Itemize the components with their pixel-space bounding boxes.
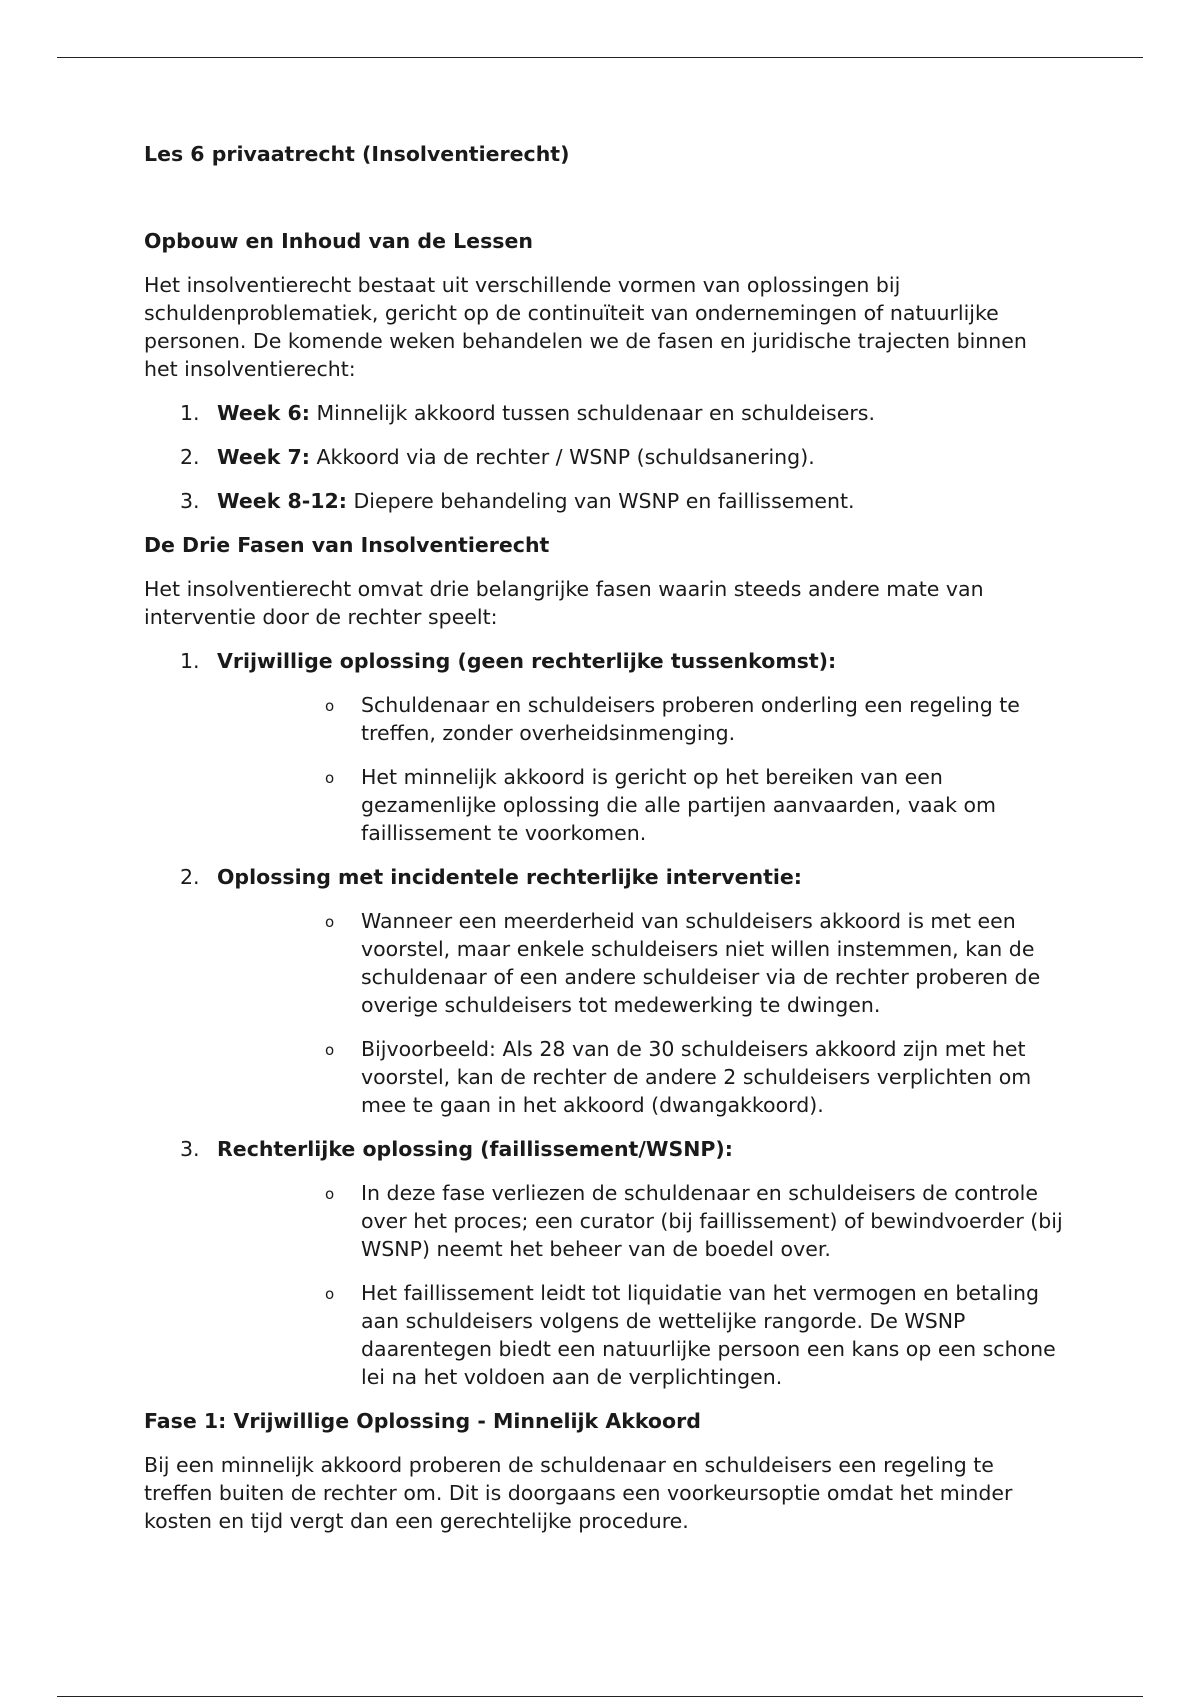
circle-bullet-icon: o — [325, 1041, 335, 1059]
sub-bullet-item — [217, 763, 1064, 847]
circle-bullet-icon: o — [325, 769, 335, 787]
sub-bullet-item — [217, 1035, 1064, 1119]
header-rule — [57, 57, 1143, 58]
phase-item — [144, 863, 1064, 1119]
section-heading-fasen: De Drie Fasen van Insolventierecht — [144, 533, 550, 557]
circle-bullet-icon: o — [325, 697, 335, 715]
phase-item — [144, 647, 1064, 847]
list-item-text: Minnelijk akkoord tussen schuldenaar en schuldeisers. — [309, 401, 875, 425]
paragraph-fase1: Bij een minnelijk akkoord proberen de schuldenaar en schuldeisers een regeling te treffen buiten de rechter om. Dit is doorgaans een voorkeursoptie omdat het minder kosten en tijd vergt dan een gerechtelijke procedure. — [144, 1453, 1013, 1533]
sub-bullet-text: Wanneer een meerderheid van schuldeisers akkoord is met een voorstel, maar enkele schuldeisers niet willen instemmen, kan de schuldenaar of een andere schuldeiser via de rechter proberen de overige schuldeisers tot medewerking te dwingen. — [361, 909, 1041, 1017]
sub-bullet-text: Schuldenaar en schuldeisers proberen onderling een regeling te treffen, zonder overheidsinmenging. — [361, 693, 1020, 745]
list-item — [144, 487, 1064, 515]
list-number: 3. — [180, 1137, 200, 1161]
list-number: 1. — [180, 649, 200, 673]
week-list — [144, 399, 1064, 515]
list-item-label: Week 6: — [217, 401, 310, 425]
sub-bullet-item — [217, 691, 1064, 747]
list-number: 2. — [180, 445, 200, 469]
sub-bullet-list — [217, 907, 1064, 1119]
circle-bullet-icon: o — [325, 1285, 335, 1303]
list-number: 1. — [180, 401, 200, 425]
list-item — [144, 443, 1064, 471]
phase-item — [144, 1135, 1064, 1391]
section-heading-fase1: Fase 1: Vrijwillige Oplossing - Minnelijk Akkoord — [144, 1409, 701, 1433]
sub-bullet-text: Het minnelijk akkoord is gericht op het bereiken van een gezamenlijke oplossing die alle partijen aanvaarden, vaak om faillissement te voorkomen. — [361, 765, 996, 845]
sub-bullet-text: Bijvoorbeeld: Als 28 van de 30 schuldeisers akkoord zijn met het voorstel, kan de rechter de andere 2 schuldeisers verplichten om mee te gaan in het akkoord (dwangakkoord). — [361, 1037, 1032, 1117]
sub-bullet-item — [217, 1279, 1064, 1391]
sub-bullet-item — [217, 1179, 1064, 1263]
paragraph-fasen: Het insolventierecht omvat drie belangrijke fasen waarin steeds andere mate van interventie door de rechter speelt: — [144, 577, 984, 629]
phase-title: Rechterlijke oplossing (faillissement/WSNP): — [217, 1137, 733, 1161]
circle-bullet-icon: o — [325, 1185, 335, 1203]
list-number: 2. — [180, 865, 200, 889]
phase-title: Oplossing met incidentele rechterlijke interventie: — [217, 865, 802, 889]
circle-bullet-icon: o — [325, 913, 335, 931]
document-body — [144, 140, 1064, 1535]
sub-bullet-list — [217, 1179, 1064, 1391]
sub-bullet-list — [217, 691, 1064, 847]
phase-title: Vrijwillige oplossing (geen rechterlijke tussenkomst): — [217, 649, 837, 673]
list-item-label: Week 8-12: — [217, 489, 347, 513]
sub-bullet-text: Het faillissement leidt tot liquidatie van het vermogen en betaling aan schuldeisers volgens de wettelijke rangorde. De WSNP daarentegen biedt een natuurlijke persoon een kans op een schone lei na het voldoen aan de verplichtingen. — [361, 1281, 1056, 1389]
footer-rule — [57, 1696, 1143, 1697]
list-item-text: Akkoord via de rechter / WSNP (schuldsanering). — [309, 445, 815, 469]
list-item — [144, 399, 1064, 427]
phase-list — [144, 647, 1064, 1391]
section-heading-opbouw: Opbouw en Inhoud van de Lessen — [144, 229, 533, 253]
list-item-label: Week 7: — [217, 445, 310, 469]
sub-bullet-item — [217, 907, 1064, 1019]
paragraph-opbouw: Het insolventierecht bestaat uit verschillende vormen van oplossingen bij schuldenproblematiek, gericht op de continuïteit van ondernemingen of natuurlijke personen. De komende weken behandelen we de fasen en juridische trajecten binnen het insolventierecht: — [144, 273, 1027, 381]
sub-bullet-text: In deze fase verliezen de schuldenaar en schuldeisers de controle over het proces; een curator (bij faillissement) of bewindvoerder (bij WSNP) neemt het beheer van de boedel over. — [361, 1181, 1063, 1261]
list-item-text: Diepere behandeling van WSNP en faillissement. — [346, 489, 855, 513]
list-number: 3. — [180, 489, 200, 513]
document-title: Les 6 privaatrecht (Insolventierecht) — [144, 142, 570, 166]
